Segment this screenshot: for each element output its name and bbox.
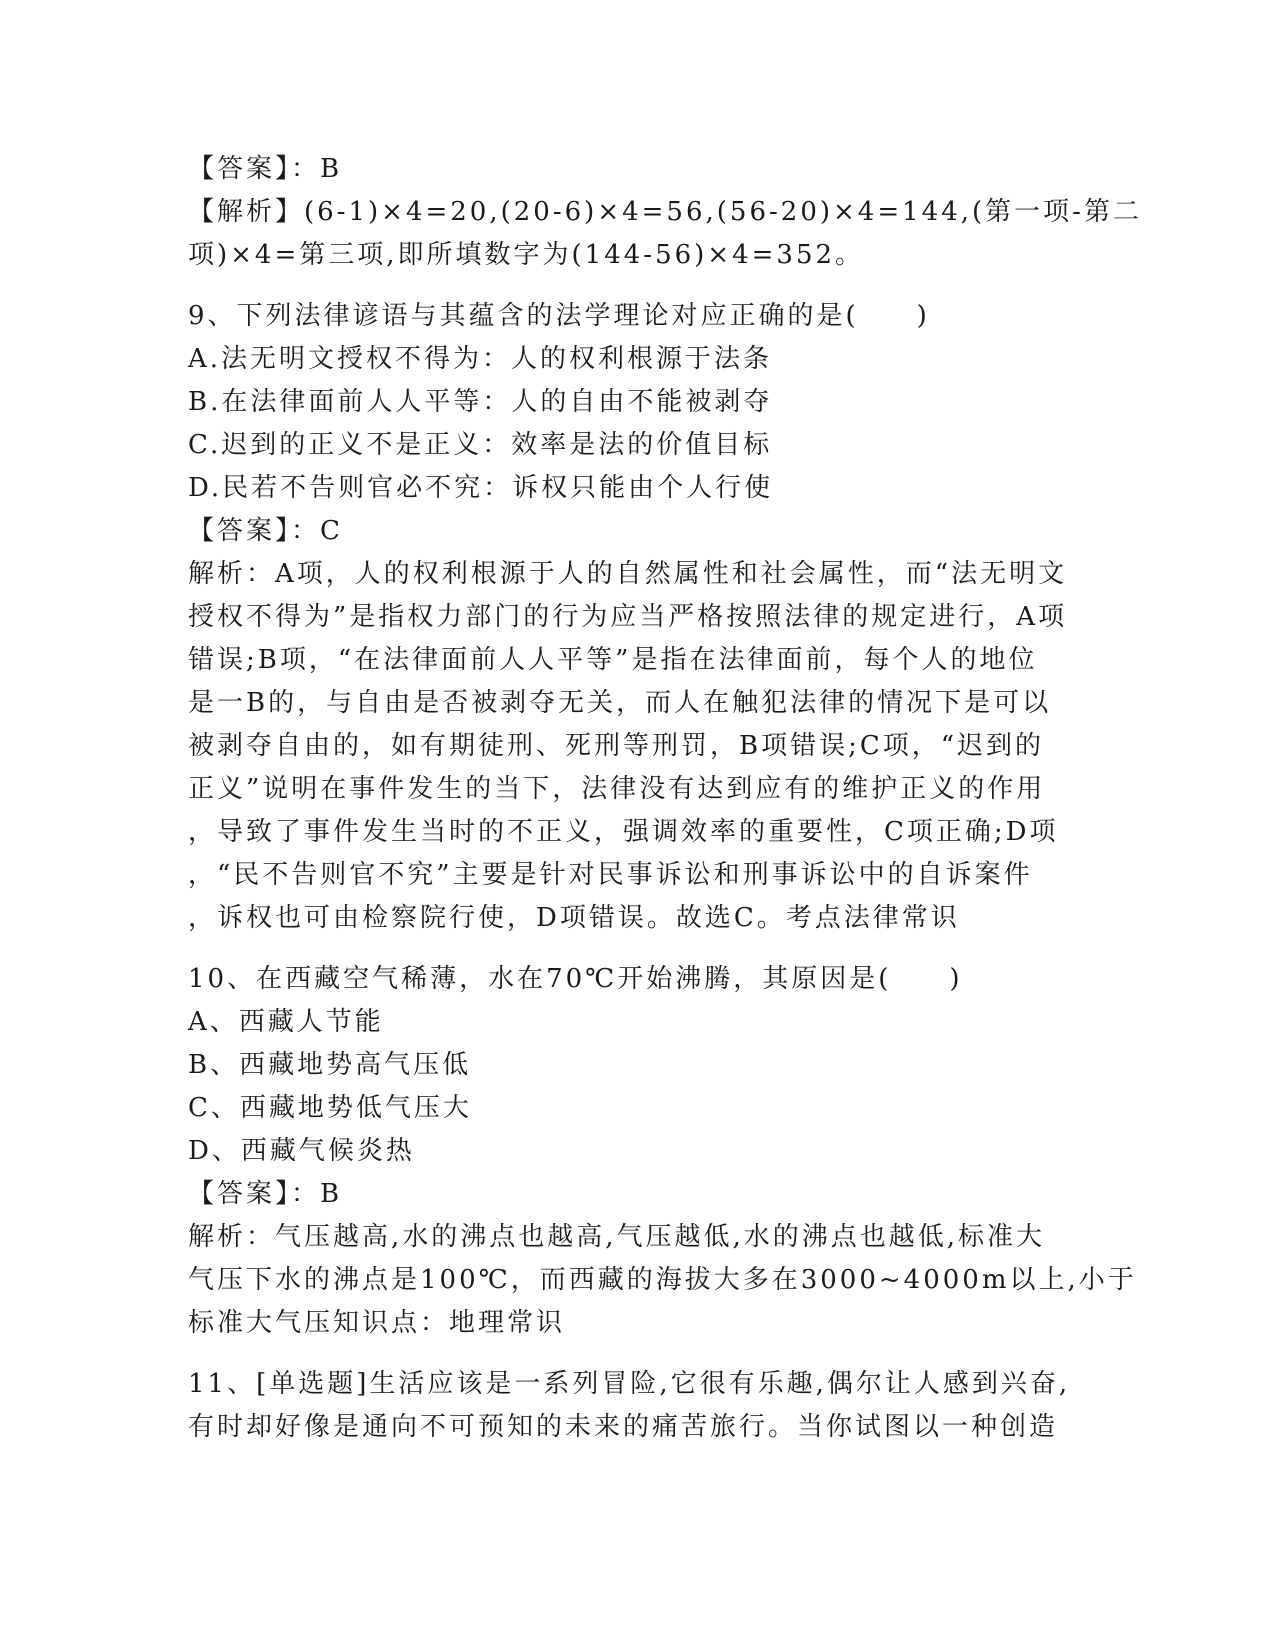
question-stem: 10、在西藏空气稀薄，水在70℃开始沸腾，其原因是( ) [188,964,963,994]
question-8-tail [188,148,1142,277]
question-10 [188,958,1137,1345]
option-c: C.迟到的正义不是正义：效率是法的价值目标 [188,430,773,460]
question-9 [188,295,1088,940]
explanation-line: 解析：气压越高,水的沸点也越高,气压越低,水的沸点也越低,标准大 [188,1222,1046,1252]
document-content [188,148,1142,1449]
option-a: A.法无明文授权不得为：人的权利根源于法条 [188,344,773,374]
option-d: D、西藏气候炎热 [188,1136,415,1166]
explanation-line: 标准大气压知识点：地理常识 [188,1308,566,1338]
explanation-line: 【解析】(6-1)×4=20,(20-6)×4=56,(56-20)×4=144,(第一项-第二 [188,197,1142,227]
question-11 [188,1363,1088,1449]
option-b: B.在法律面前人人平等：人的自由不能被剥夺 [188,387,773,417]
option-b: B、西藏地势高气压低 [188,1050,472,1080]
explanation-line: ，诉权也可由检察院行使，D项错误。故选C。考点法律常识 [188,903,960,933]
answer-line: 【答案】：C [188,516,343,546]
explanation-line: 错误;B项，“在法律面前人人平等”是指在法律面前，每个人的地位 [188,645,1038,675]
explanation-line: 是一B的，与自由是否被剥夺无关，而人在触犯法律的情况下是可以 [188,688,1052,718]
answer-line: 【答案】：B [188,1179,343,1209]
answer-line: 【答案】：B [188,154,343,184]
explanation-line: ，导致了事件发生当时的不正义，强调效率的重要性，C项正确;D项 [188,817,1059,847]
explanation-line: 授权不得为”是指权力部门的行为应当严格按照法律的规定进行，A项 [188,602,1068,632]
question-stem: 11、[单选题]生活应该是一系列冒险,它很有乐趣,偶尔让人感到兴奋, [188,1369,1071,1399]
option-a: A、西藏人节能 [188,1007,384,1037]
explanation-line: ，“民不告则官不究”主要是针对民事诉讼和刑事诉讼中的自诉案件 [188,860,1033,890]
explanation-line: 解析：A项，人的权利根源于人的自然属性和社会属性，而“法无明文 [188,559,1068,589]
question-stem: 9、下列法律谚语与其蕴含的法学理论对应正确的是( ) [188,301,930,331]
explanation-line: 被剥夺自由的，如有期徒刑、死刑等刑罚，B项错误;C项，“迟到的 [188,731,1045,761]
explanation-line: 气压下水的沸点是100℃，而西藏的海拔大多在3000~4000m以上,小于 [188,1265,1137,1295]
option-c: C、西藏地势低气压大 [188,1093,472,1123]
question-stem: 有时却好像是通向不可预知的未来的痛苦旅行。当你试图以一种创造 [188,1412,1059,1442]
explanation-line: 项)×4=第三项,即所填数字为(144-56)×4=352。 [188,240,865,270]
option-d: D.民若不告则官必不究：诉权只能由个人行使 [188,473,774,503]
explanation-line: 正义”说明在事件发生的当下，法律没有达到应有的维护正义的作用 [188,774,1046,804]
